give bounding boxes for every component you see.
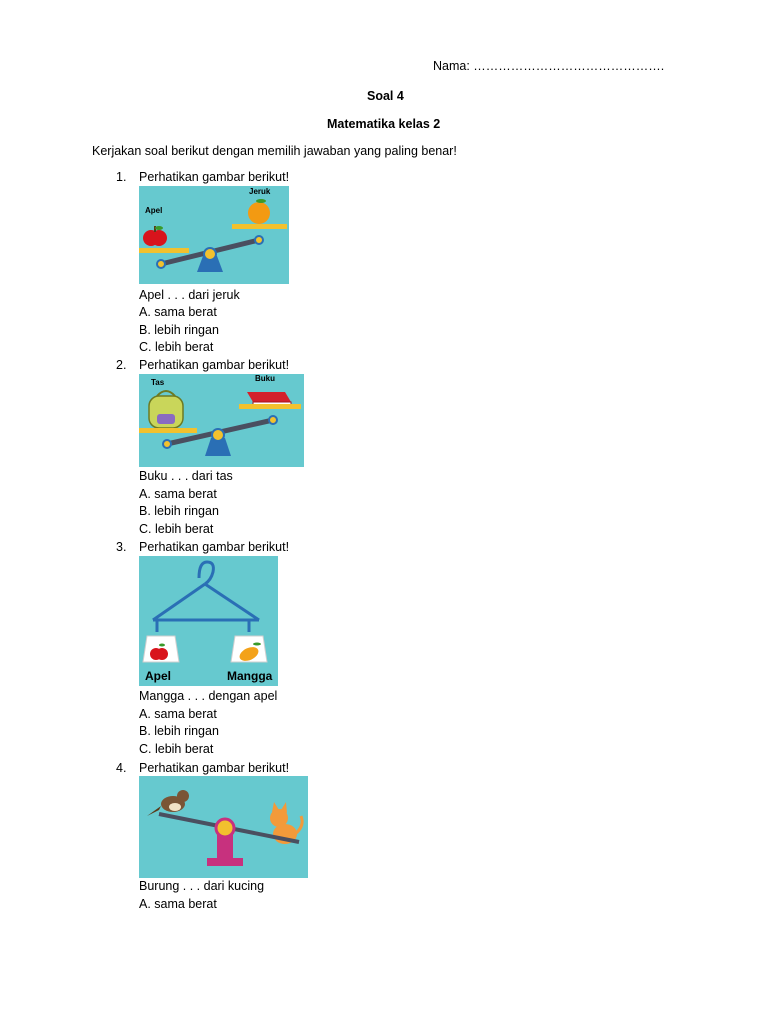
book-icon xyxy=(247,392,291,406)
answer-option: A. sama berat xyxy=(139,487,217,501)
answer-option: B. lebih ringan xyxy=(139,504,219,518)
scale-pan-left xyxy=(139,248,189,253)
instruction-text: Kerjakan soal berikut dengan memilih jawaban yang paling benar! xyxy=(92,144,457,158)
question-prompt: Perhatikan gambar berikut! xyxy=(139,170,290,184)
hanger-icon xyxy=(153,562,259,632)
page-title: Soal 4 xyxy=(367,89,404,103)
image-label-right: Buku xyxy=(255,374,275,383)
image-label-right: Jeruk xyxy=(249,187,271,196)
orange-icon xyxy=(248,199,270,224)
question-prompt: Perhatikan gambar berikut! xyxy=(139,540,290,554)
question-number: 1. xyxy=(116,170,127,184)
page-subtitle: Matematika kelas 2 xyxy=(327,117,441,131)
scale-pan-left xyxy=(139,428,197,433)
question-number: 4. xyxy=(116,761,127,775)
question-prompt: Perhatikan gambar berikut! xyxy=(139,358,290,372)
image-label-left: Apel xyxy=(145,206,163,215)
question-stem: Apel . . . dari jeruk xyxy=(139,288,240,302)
question-stem: Burung . . . dari kucing xyxy=(139,879,265,893)
answer-option: A. sama berat xyxy=(139,707,217,721)
image-label-left: Apel xyxy=(145,669,172,683)
name-field: Nama: ………………………………………. xyxy=(433,59,665,73)
answer-option: C. lebih berat xyxy=(139,340,214,354)
question-number: 2. xyxy=(116,358,127,372)
answer-option: B. lebih ringan xyxy=(139,323,219,337)
question-stem: Mangga . . . dengan apel xyxy=(139,689,278,703)
seesaw-image xyxy=(139,776,308,878)
answer-option: A. sama berat xyxy=(139,897,217,911)
question-stem: Buku . . . dari tas xyxy=(139,469,233,483)
scale-pan-right xyxy=(232,224,287,229)
answer-option: A. sama berat xyxy=(139,305,217,319)
bird-icon xyxy=(147,790,189,816)
answer-option: C. lebih berat xyxy=(139,522,214,536)
balance-scale-image xyxy=(139,186,289,284)
image-label-right: Mangga xyxy=(227,669,273,683)
question-number: 3. xyxy=(116,540,127,554)
answer-option: C. lebih berat xyxy=(139,742,214,756)
question-prompt: Perhatikan gambar berikut! xyxy=(139,761,290,775)
image-label-left: Tas xyxy=(151,378,165,387)
balance-scale-image xyxy=(139,374,304,467)
answer-option: B. lebih ringan xyxy=(139,724,219,738)
scale-pan-right xyxy=(239,404,301,409)
hanger-image xyxy=(139,556,278,686)
apple-icon xyxy=(143,226,167,246)
backpack-icon xyxy=(149,391,183,428)
